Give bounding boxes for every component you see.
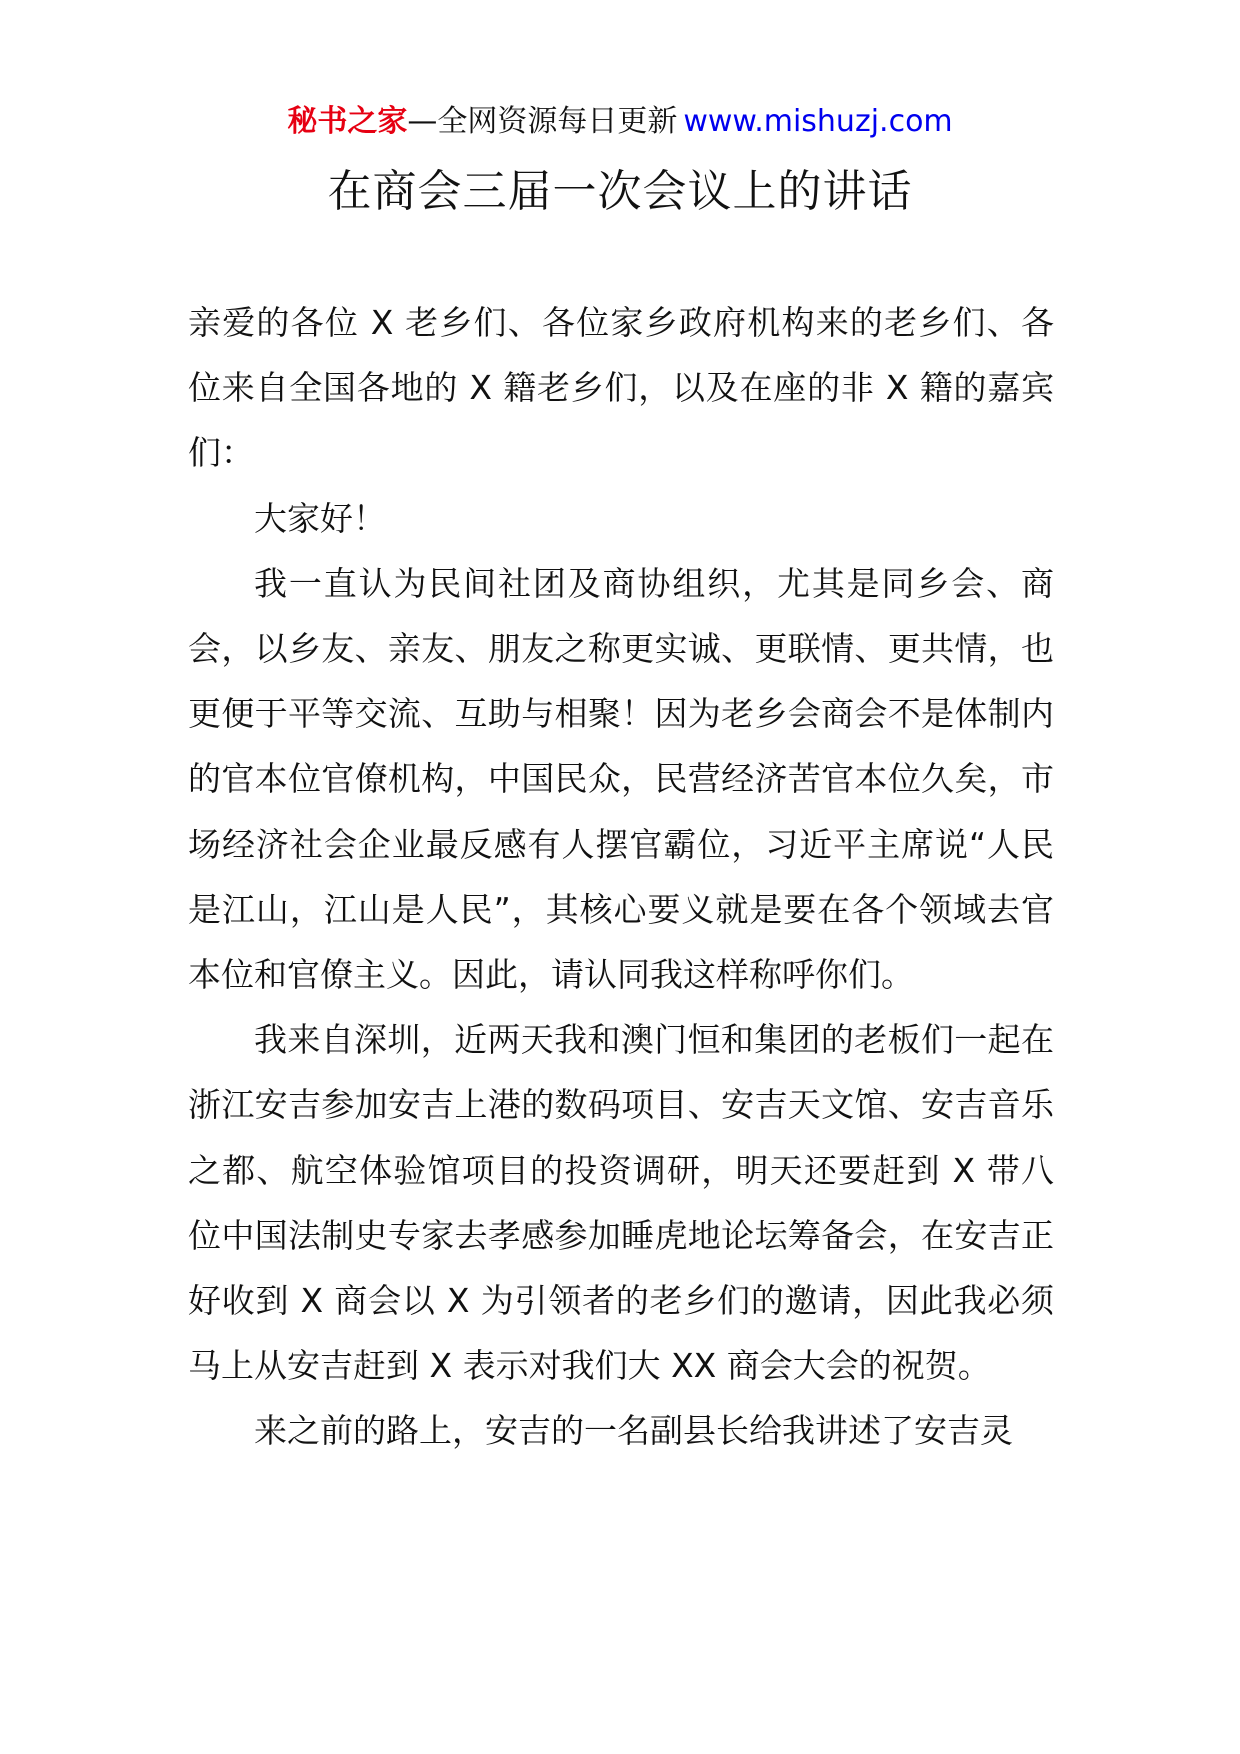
document-body	[188, 290, 1054, 1464]
document-title: 在商会三届一次会议上的讲话	[327, 166, 913, 217]
site-header	[0, 100, 1240, 144]
body-paragraph: 我来自深圳，近两天我和澳门恒和集团的老板们一起在浙江安吉参加安吉上港的数码项目、安吉天文馆、安吉音乐之都、航空体验馆项目的投资调研，明天还要赶到 X 带八位中国法制史专家去孝感参加睡虎地论坛筹备会，在安吉正好收到 X 商会以 X 为引领者的老乡们的邀请，因此我必须马上从安吉赶到 X 表示对我们大 XX 商会大会的祝贺。	[188, 1020, 1054, 1386]
body-paragraph: 来之前的路上，安吉的一名副县长给我讲述了安吉灵	[254, 1411, 1013, 1451]
brand-name: 秘书之家	[287, 104, 408, 139]
body-paragraph: 我一直认为民间社团及商协组织，尤其是同乡会、商会，以乡友、亲友、朋友之称更实诚、更联情、更共情，也更便于平等交流、互助与相聚！因为老乡会商会不是体制内的官本位官僚机构，中国民众，民营经济苦官本位久矣，市场经济社会企业最反感有人摆官霸位，习近平主席说“人民是江山，江山是人民”，其核心要义就是要在各个领域去官本位和官僚主义。因此，请认同我这样称呼你们。	[188, 563, 1054, 995]
site-tagline: —全网资源每日更新	[407, 104, 678, 139]
greeting-paragraph: 大家好！	[254, 498, 386, 538]
site-url-link[interactable]: www.mishuzj.com	[683, 104, 953, 139]
salutation-paragraph: 亲爱的各位 X 老乡们、各位家乡政府机构来的老乡们、各位来自全国各地的 X 籍老乡们，以及在座的非 X 籍的嘉宾们：	[188, 303, 1054, 473]
